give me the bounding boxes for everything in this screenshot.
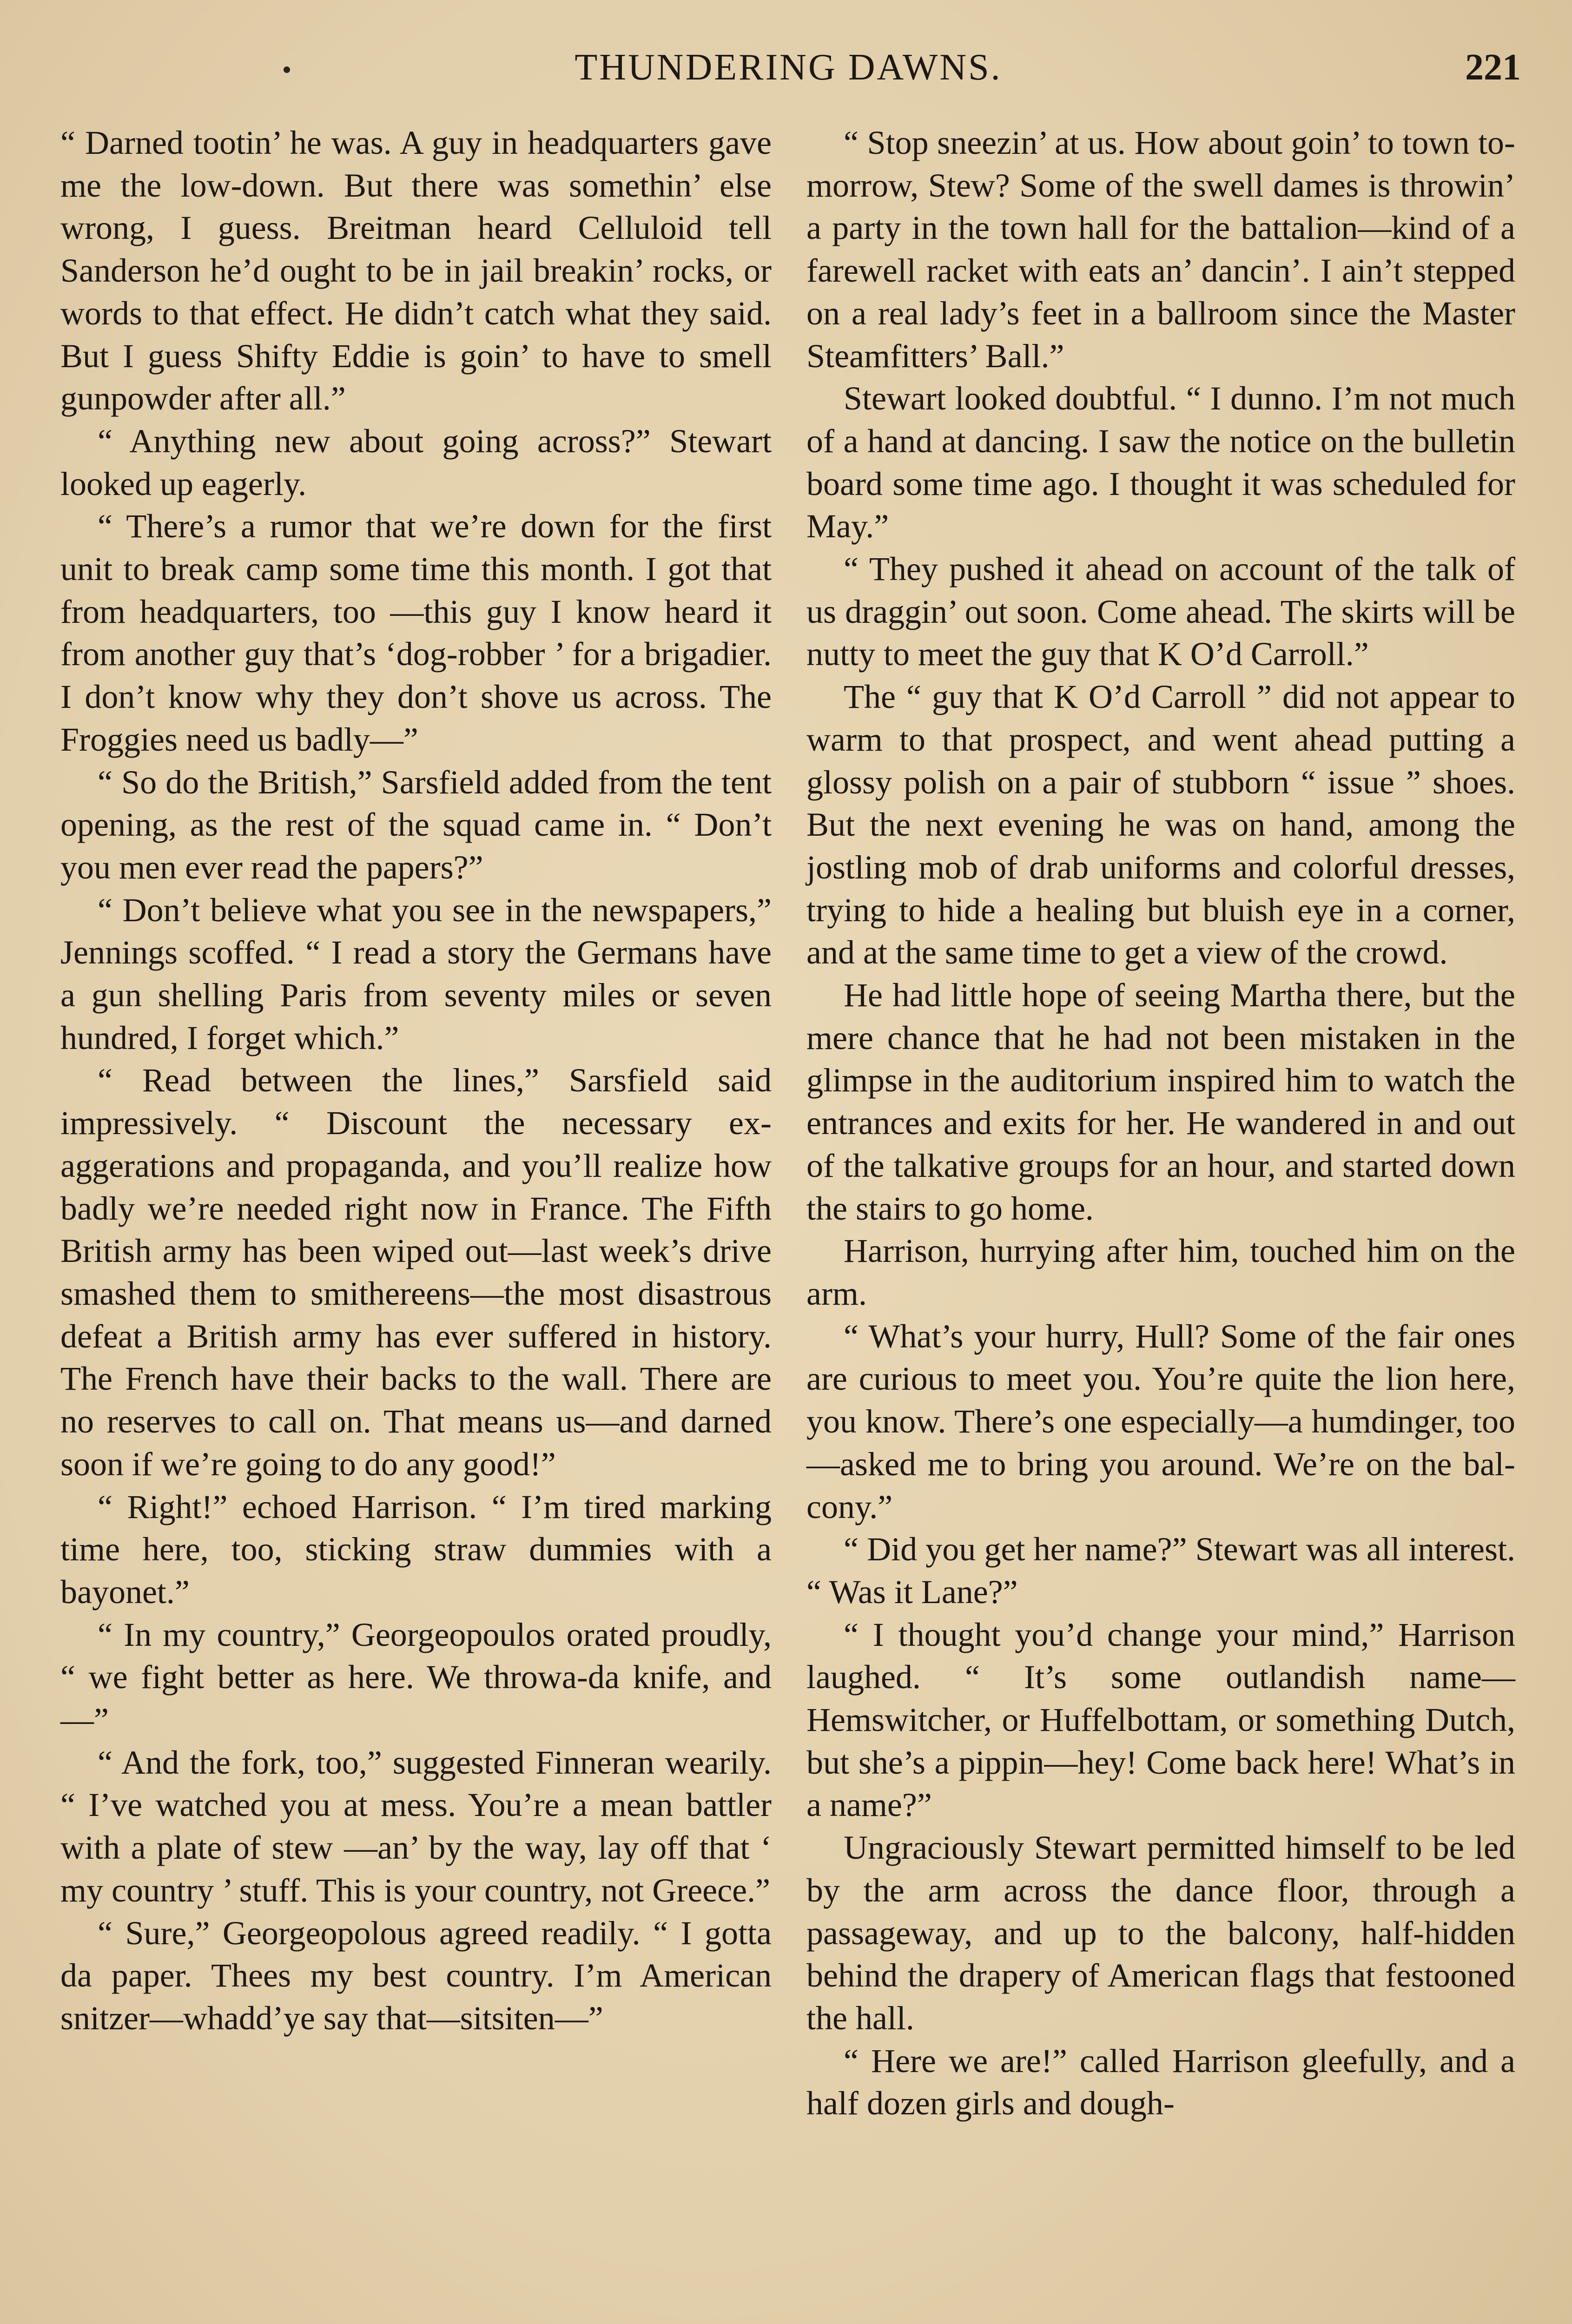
running-head <box>56 40 1521 95</box>
paragraph: The “ guy that K O’d Carroll ” did not appear to warm to that prospect, and went ahead putting a glossy polish on a pair of stubborn “ issue ” shoes. But the next evening he was on hand, among the jostling mob of drab uniforms and colorful dresses, trying to hide a healing but bluish eye in a corner, and at the same time to get a view of the crowd. <box>806 678 1515 971</box>
paragraph: “ Did you get her name?” Stewart was all interest. “ Was it Lane?” <box>806 1531 1515 1611</box>
paragraph: “ They pushed it ahead on account of the talk of us draggin’ out soon. Come ahead. The skirts will be nutty to meet the guy that K O’d Carroll.” <box>806 550 1515 673</box>
paragraph: Stewart looked doubtful. “ I dunno. I’m not much of a hand at dancing. I saw the notice on the bulletin board some time ago. I thought it was scheduled for May.” <box>806 380 1515 545</box>
paragraph: “ Read between the lines,” Sarsfield said impressively. “ Discount the necessary exaggerations and propaganda, and you’ll realize how badly we’re needed right now in France. The Fifth British army has been wiped out—last week’s drive smashed them to smithereens—the most disastrous defeat a British army has ever suffered in history. The French have their backs to the wall. There are no reserves to call on. That means us—and darned soon if we’re going to do any good!” <box>60 1062 772 1483</box>
paragraph: Ungraciously Stewart permitted himself to be led by the arm across the dance floor, through a passageway, and up to the balcony, half-hidden behind the drapery of American flags that festooned the hall. <box>806 1829 1515 2037</box>
paragraph: “ Sure,” Georgeopolous agreed readily. “ I gotta da paper. Thees my best country. I’m American snitzer—whadd’ye say that—sitsiten—” <box>60 1914 772 2037</box>
paragraph: “ What’s your hurry, Hull? Some of the fair ones are curious to meet you. You’re quite the lion here, you know. There’s one especially—a humdinger, too—asked me to bring you around. We’re on the balcony.” <box>806 1317 1515 1525</box>
paragraph: “ And the fork, too,” suggested Finneran wearily. “ I’ve watched you at mess. You’re a mean battler with a plate of stew —an’ by the way, lay off that ‘ my country ’ stuff. This is your country, not Greece.” <box>60 1743 772 1909</box>
left-column <box>60 122 772 2040</box>
right-column <box>806 122 1515 2125</box>
paragraph: “ There’s a rumor that we’re down for the first unit to break camp some time this month. I got that from headquarters, too —this guy I know heard it from another guy that’s ‘dog-robber ’ for a brigadier. I don’t know why they don’t shove us across. The Froggies need us badly—” <box>60 508 772 758</box>
paragraph: “ Darned tootin’ he was. A guy in headquarters gave me the low-down. But there was somethin’ else wrong, I guess. Breitman heard Celluloid tell Sanderson he’d ought to be in jail breakin’ rocks, or words to that effect. He didn’t catch what they said. But I guess Shifty Eddie is goin’ to have to smell gunpowder after all.” <box>60 124 772 417</box>
paragraph: “ Don’t believe what you see in the newspapers,” Jennings scoffed. “ I read a story the Germans have a gun shelling Paris from seventy miles or seven hundred, I forget which.” <box>60 891 772 1056</box>
paragraph: “ Right!” echoed Harrison. “ I’m tired marking time here, too, sticking straw dummies with a bayonet.” <box>60 1488 772 1611</box>
paragraph: Harrison, hurrying after him, touched him on the arm. <box>806 1232 1515 1312</box>
paragraph: He had little hope of seeing Martha there, but the mere chance that he had not been mistaken in the glimpse in the auditorium inspired him to watch the entrances and exits for her. He wandered in and out of the talkative groups for an hour, and started down the stairs to go home. <box>806 977 1515 1227</box>
paragraph: “ Stop sneezin’ at us. How about goin’ to town to-morrow, Stew? Some of the swell dames is throwin’ a party in the town hall for the battalion—kind of a farewell racket with eats an’ dancin’. I ain’t stepped on a real lady’s feet in a ballroom since the Master Steamfitters’ Ball.” <box>806 124 1515 375</box>
paragraph: “ In my country,” Georgeopoulos orated proudly, “ we fight better as here. We throwa-da knife, and—” <box>60 1616 772 1739</box>
paragraph: “ Here we are!” called Harrison gleefully, and a half dozen girls and dough- <box>806 2042 1515 2122</box>
paragraph: “ I thought you’d change your mind,” Harrison laughed. “ It’s some outlandish name—Hemswitcher, or Huffelbottam, or something Dutch, but she’s a pippin—hey! Come back here! What’s in a name?” <box>806 1616 1515 1824</box>
running-title: THUNDERING DAWNS. <box>575 47 1002 88</box>
paragraph: “ Anything new about going across?” Stewart looked up eagerly. <box>60 422 772 502</box>
page-number: 221 <box>1465 47 1521 88</box>
paragraph: “ So do the British,” Sarsfield added from the tent opening, as the rest of the squad came in. “ Don’t you men ever read the papers?” <box>60 763 772 886</box>
